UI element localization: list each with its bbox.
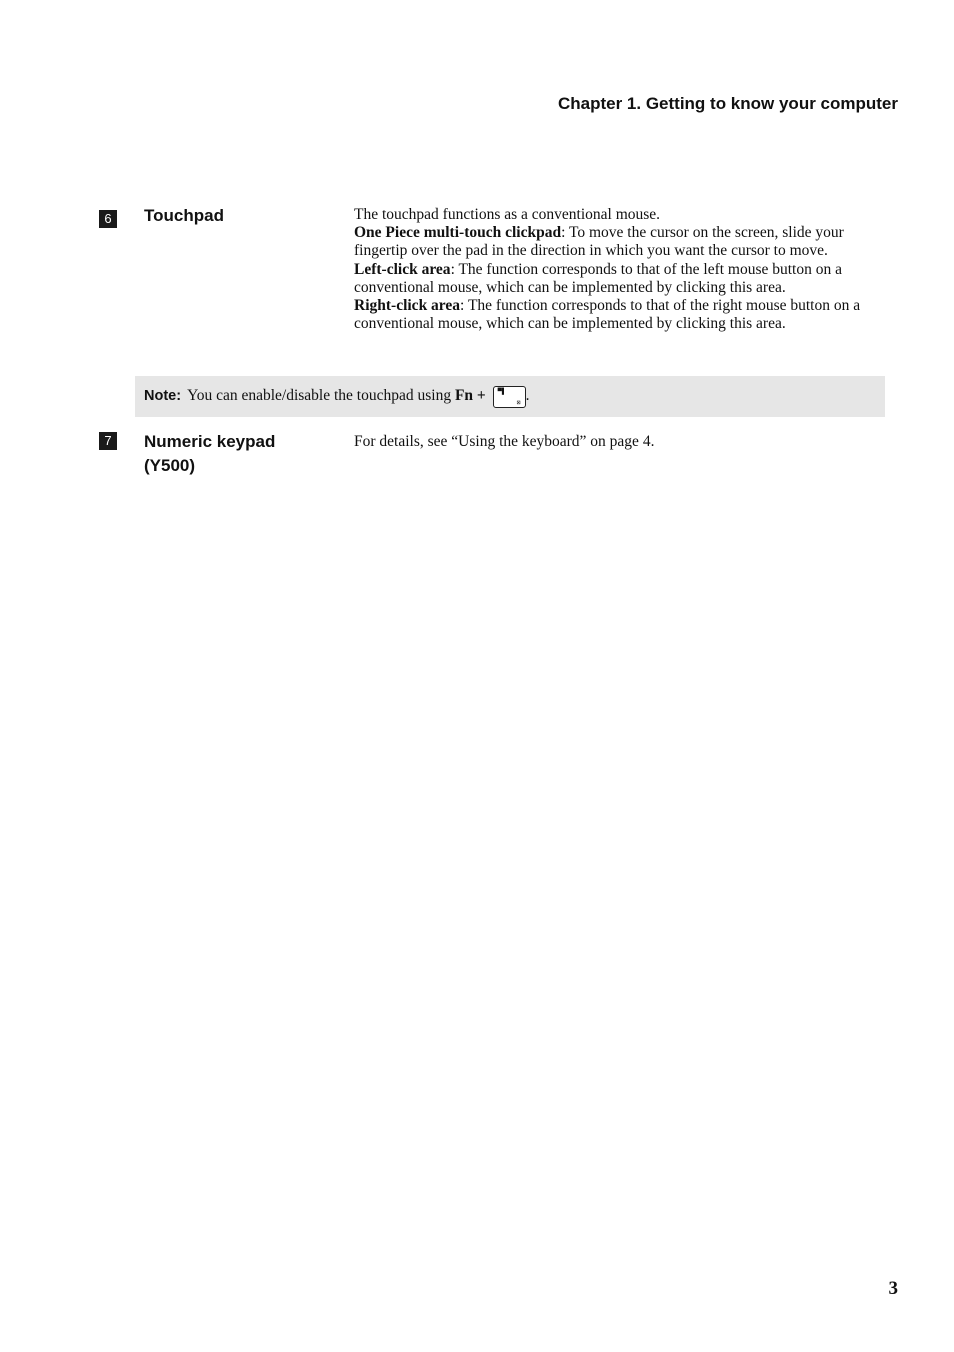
term-line: Numeric keypad <box>144 432 276 451</box>
item-number-badge: 7 <box>99 432 117 450</box>
note-box <box>135 376 885 417</box>
entry-term: Left-click area <box>354 260 451 278</box>
entry-clickpad <box>354 224 882 260</box>
touchpad-toggle-key-icon <box>493 386 526 408</box>
key-subglyph-icon: ⊠ <box>516 400 521 406</box>
entry-text: : To move the cursor on the screen, slide your fingertip over the pad in the direction in which you want the cursor to move. <box>354 224 844 260</box>
chapter-header: Chapter 1. Getting to know your computer <box>557 94 898 113</box>
item-number-badge: 6 <box>99 210 117 228</box>
item-term-touchpad: Touchpad <box>144 206 224 225</box>
entry-term: One Piece multi-touch clickpad <box>354 224 562 242</box>
key-glyph-icon: ▀▌ <box>497 389 507 395</box>
item-description-touchpad <box>354 206 882 333</box>
touchpad-intro: The touchpad functions as a conventional mouse. <box>354 206 661 223</box>
item-description-numeric-keypad <box>354 433 882 451</box>
entry-term: Right-click area <box>354 297 461 315</box>
entry-text: : The function corresponds to that of the left mouse button on a conventional mouse, which can be implemented by clicking this area. <box>354 260 842 296</box>
note-text: You can enable/disable the touchpad using <box>187 387 455 404</box>
note-content <box>144 386 530 408</box>
entry-left-click <box>354 261 882 297</box>
note-end: . <box>525 387 530 404</box>
entry-right-click <box>354 297 882 333</box>
page-number: 3 <box>888 1278 898 1299</box>
numeric-keypad-text: For details, see “Using the keyboard” on page 4. <box>354 433 655 450</box>
term-line: (Y500) <box>144 456 196 475</box>
entry-text: : The function corresponds to that of the right mouse button on a conventional mouse, which can be implemented by clicking this area. <box>354 297 861 333</box>
note-label: Note: <box>144 388 182 404</box>
item-term-numeric-keypad <box>144 430 275 478</box>
note-key-combo: Fn + <box>454 387 486 404</box>
